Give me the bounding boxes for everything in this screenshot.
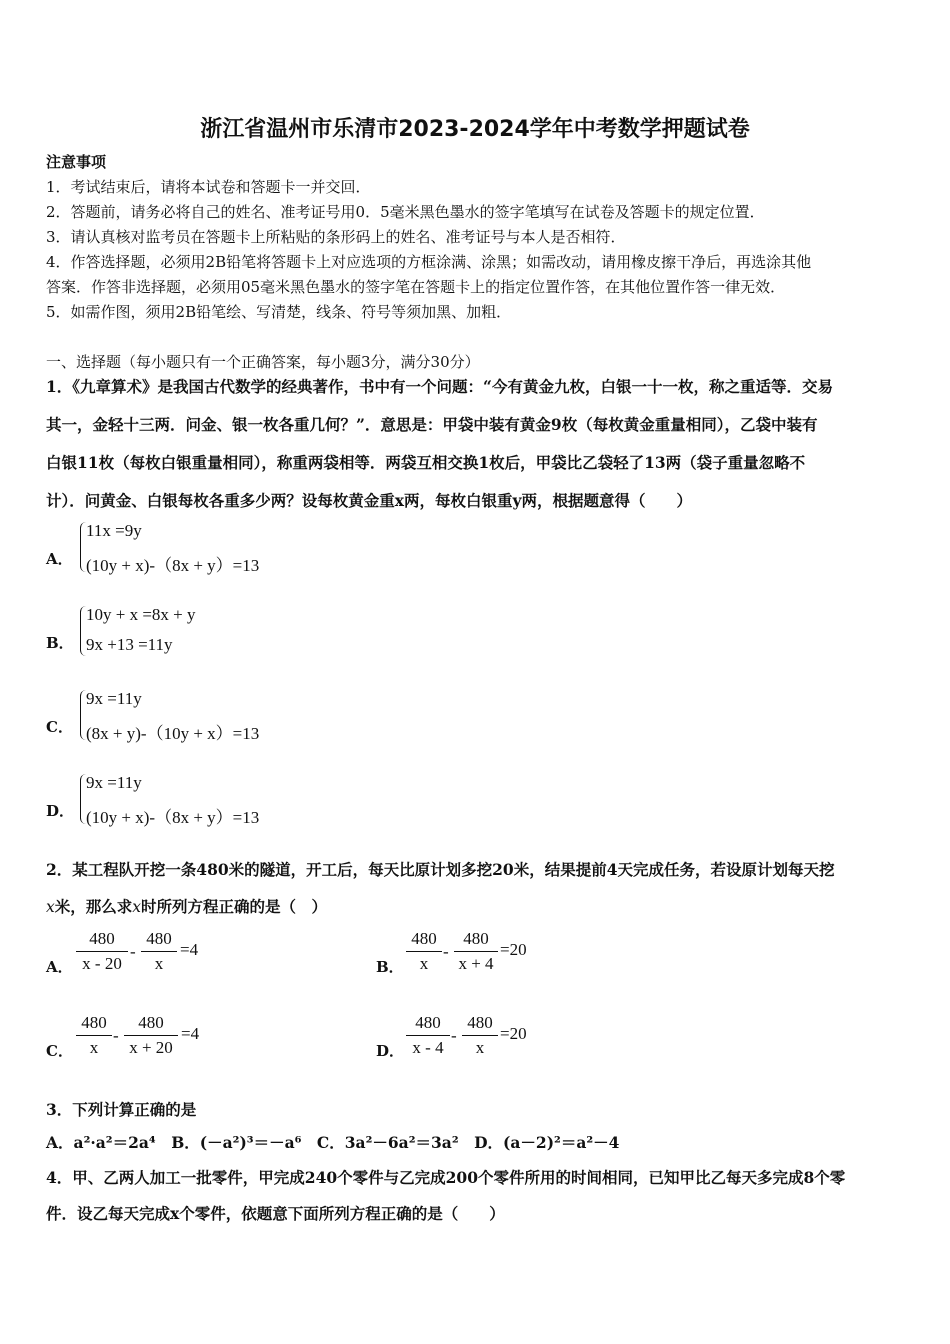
fraction: 480 x + 4: [454, 929, 498, 974]
q2-var: x: [132, 898, 142, 916]
q1-option-d-eq1: 9x =11y: [86, 773, 142, 792]
section-heading: 一、选择题（每小题只有一个正确答案，每小题3分，满分30分）: [46, 353, 480, 371]
q1-option-c-eq2: (8x + y)-（10y + x）=13: [86, 724, 260, 743]
notice-item: 3．请认真核对监考员在答题卡上所粘贴的条形码上的姓名、准考证号与本人是否相符．: [46, 228, 626, 246]
q2-option-b-label: B．: [376, 958, 404, 976]
fraction: 480 x: [141, 929, 177, 974]
q2-option-d-label: D．: [376, 1042, 405, 1060]
rhs: =20: [500, 1024, 527, 1043]
fraction: 480 x + 20: [124, 1013, 178, 1058]
rhs: =20: [500, 940, 527, 959]
q2-line1: 2．某工程队开挖一条480米的隧道，开工后，每天比原计划多挖20米，结果提前4天完成任务，若设原计划每天挖: [46, 860, 835, 879]
notice-item: 2．答题前，请务必将自己的姓名、准考证号用0．5毫米黑色墨水的签字笔填写在试卷及答题卡的规定位置．: [46, 203, 765, 221]
rhs: =4: [181, 1024, 200, 1043]
notice-item: 1．考试结束后，请将本试卷和答题卡一并交回．: [46, 178, 371, 196]
q1-option-b-eq1: 10y + x =8x + y: [86, 605, 196, 624]
q1-option-a-label: A．: [46, 550, 73, 568]
q1-line: 白银11枚（每枚白银重量相同），称重两袋相等．两袋互相交换1枚后，甲袋比乙袋轻了13两（袋子重量忽略不: [46, 453, 806, 472]
fraction: 480 x: [406, 929, 442, 974]
fraction: 480 x - 20: [76, 929, 128, 974]
notice-heading: 注意事项: [46, 153, 107, 171]
q1-option-c-eq1: 9x =11y: [86, 689, 142, 708]
q2-option-c-label: C．: [46, 1042, 73, 1060]
q1-option-a-eq1: 11x =9y: [86, 521, 142, 540]
q1-option-b-label: B．: [46, 634, 74, 652]
q1-option-b-eq2: 9x +13 =11y: [86, 635, 173, 654]
q1-option-d-eq2: (10y + x)-（8x + y）=13: [86, 808, 260, 827]
fraction: 480 x: [76, 1013, 112, 1058]
q4-line: 4．甲、乙两人加工一批零件，甲完成240个零件与乙完成200个零件所用的时间相同，已知甲比乙每天多完成8个零: [46, 1168, 846, 1187]
q1-line: 计）．问黄金、白银每枚各重多少两？设每枚黄金重x两，每枚白银重y两，根据题意得（ ）: [46, 491, 693, 510]
minus-sign: -: [113, 1026, 119, 1045]
q2-line2: x米，那么求x时所列方程正确的是（ ）: [46, 897, 328, 916]
q4-line: 件．设乙每天完成x个零件，依题意下面所列方程正确的是（ ）: [46, 1204, 505, 1223]
q1-line: 1．《九章算术》是我国古代数学的经典著作，书中有一个问题：“今有黄金九枚，白银一十一枚，称之重适等．交易: [46, 377, 833, 396]
q1-option-a-eq2: (10y + x)-（8x + y）=13: [86, 556, 260, 575]
q2-var: x: [46, 898, 55, 916]
minus-sign: -: [443, 942, 449, 961]
minus-sign: -: [451, 1026, 457, 1045]
q1-line: 其一，金轻十三两．问金、银一枚各重几何？”．意思是：甲袋中装有黄金9枚（每枚黄金重量相同），乙袋中装有: [46, 415, 818, 434]
minus-sign: -: [130, 942, 136, 961]
page-title: 浙江省温州市乐清市2023-2024学年中考数学押题试卷: [200, 117, 750, 142]
fraction: 480 x: [462, 1013, 498, 1058]
notice-item: 5．如需作图，须用2B铅笔绘、写清楚，线条、符号等须加黑、加粗．: [46, 303, 512, 321]
q3-options: A．a²·a²＝2a⁴ B．(－a²)³＝－a⁶ C．3a²－6a²＝3a² D．(a－2)²＝a²－4: [46, 1133, 620, 1152]
q1-option-d-label: D．: [46, 802, 75, 820]
notice-item: 4．作答选择题，必须用2B铅笔将答题卡上对应选项的方框涂满、涂黑；如需改动，请用橡皮擦干净后，再选涂其他: [46, 253, 812, 271]
fraction: 480 x - 4: [406, 1013, 450, 1058]
q3-stem: 3．下列计算正确的是: [46, 1100, 197, 1119]
q2-option-a-label: A．: [46, 958, 73, 976]
notice-item: 答案．作答非选择题，必须用05毫米黑色墨水的签字笔在答题卡上的指定位置作答，在其他位置作答一律无效．: [46, 278, 786, 296]
q1-option-c-label: C．: [46, 718, 73, 736]
rhs: =4: [180, 940, 199, 959]
